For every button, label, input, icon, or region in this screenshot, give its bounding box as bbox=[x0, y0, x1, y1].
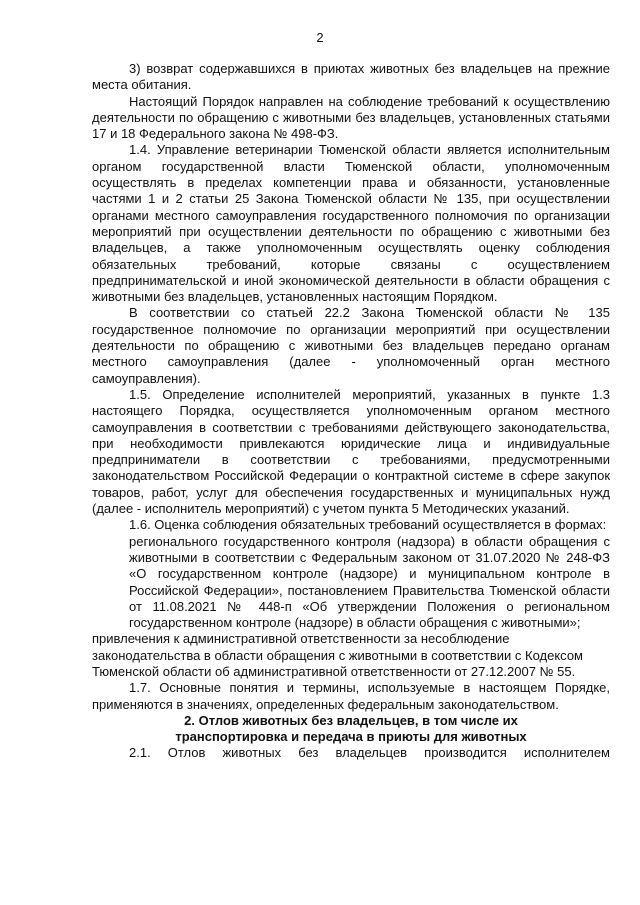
paragraph-article-22-2: В соответствии со статьей 22.2 Закона Тюменской области № 135 государственное полномочие по организации мероприятий при осуществлении деятельности по обращению с животными без владельцев передано органам местного самоуправления (далее - уполномоченный орган местного самоуправления). bbox=[92, 305, 610, 386]
paragraph-1-7: 1.7. Основные понятия и термины, используемые в настоящем Порядке, применяются в значениях, определенных федеральным законодательством. bbox=[92, 680, 610, 712]
paragraph-item-3: 3) возврат содержавшихся в приютах животных без владельцев на прежние места обитания. bbox=[92, 61, 610, 93]
document-body bbox=[92, 61, 610, 762]
paragraph-administrative-liability: привлечения к административной ответственности за несоблюдение законодательства в области обращения с животными в соответствии с Кодексом Тюменской области об административной ответственности от 27.12.2007 № 55. bbox=[92, 631, 583, 679]
page-number: 2 bbox=[316, 30, 324, 45]
section-heading-line-2: транспортировка и передача в приюты для животных bbox=[175, 729, 527, 745]
paragraph-1-4: 1.4. Управление ветеринарии Тюменской области является исполнительным органом государственной власти Тюменской области, уполномоченным осуществлять в пределах компетенции права и обязанности, установленные частями 1 и 2 статьи 25 Закона Тюменской области № 135, при осуществлении органами местного самоуправления государственного полномочия по организации мероприятий при осуществлении деятельности по обращению с животными без владельцев, а также уполномоченным осуществлять оценку соблюдения обязательных требований, которые связаны с осуществлением предпринимательской и иной экономической деятельности в области обращения с животными без владельцев, установленных настоящим Порядком. bbox=[92, 142, 610, 305]
paragraph-regional-control: регионального государственного контроля (надзора) в области обращения с животными в соответствии с Федеральным законом от 31.07.2020 № 248-ФЗ «О государственном контроле (надзоре) и муниципальном контроле в Российской Федерации», постановлением Правительства Тюменской области от 11.08.2021 № 448-п «Об утверждении Положения о региональном государственном контроле (надзоре) в области обращения с животными»; bbox=[129, 533, 610, 631]
paragraph-1-5: 1.5. Определение исполнителей мероприятий, указанных в пункте 1.3 настоящего Порядка, осуществляется уполномоченным органом местного самоуправления в соответствии с требованиями действующего законодательства, при необходимости привлекаются юридические лица и индивидуальные предприниматели в соответствии с требованиями, предусмотренными законодательством Российской Федерации о контрактной системе в сфере закупок товаров, работ, услуг для обеспечения государственных и муниципальных нужд (далее - исполнитель мероприятий) с учетом пункта 5 Методических указаний. bbox=[92, 386, 610, 517]
paragraph-1-6: 1.6. Оценка соблюдения обязательных требований осуществляется в формах: bbox=[129, 517, 607, 533]
paragraph-purpose: Настоящий Порядок направлен на соблюдение требований к осуществлению деятельности по обращению с животными без владельцев, установленных статьями 17 и 18 Федерального закона № 498-ФЗ. bbox=[92, 93, 610, 142]
section-heading-line-1: 2. Отлов животных без владельцев, в том числе их bbox=[184, 712, 518, 728]
paragraph-2-1: 2.1. Отлов животных без владельцев производится исполнителем bbox=[129, 745, 610, 761]
